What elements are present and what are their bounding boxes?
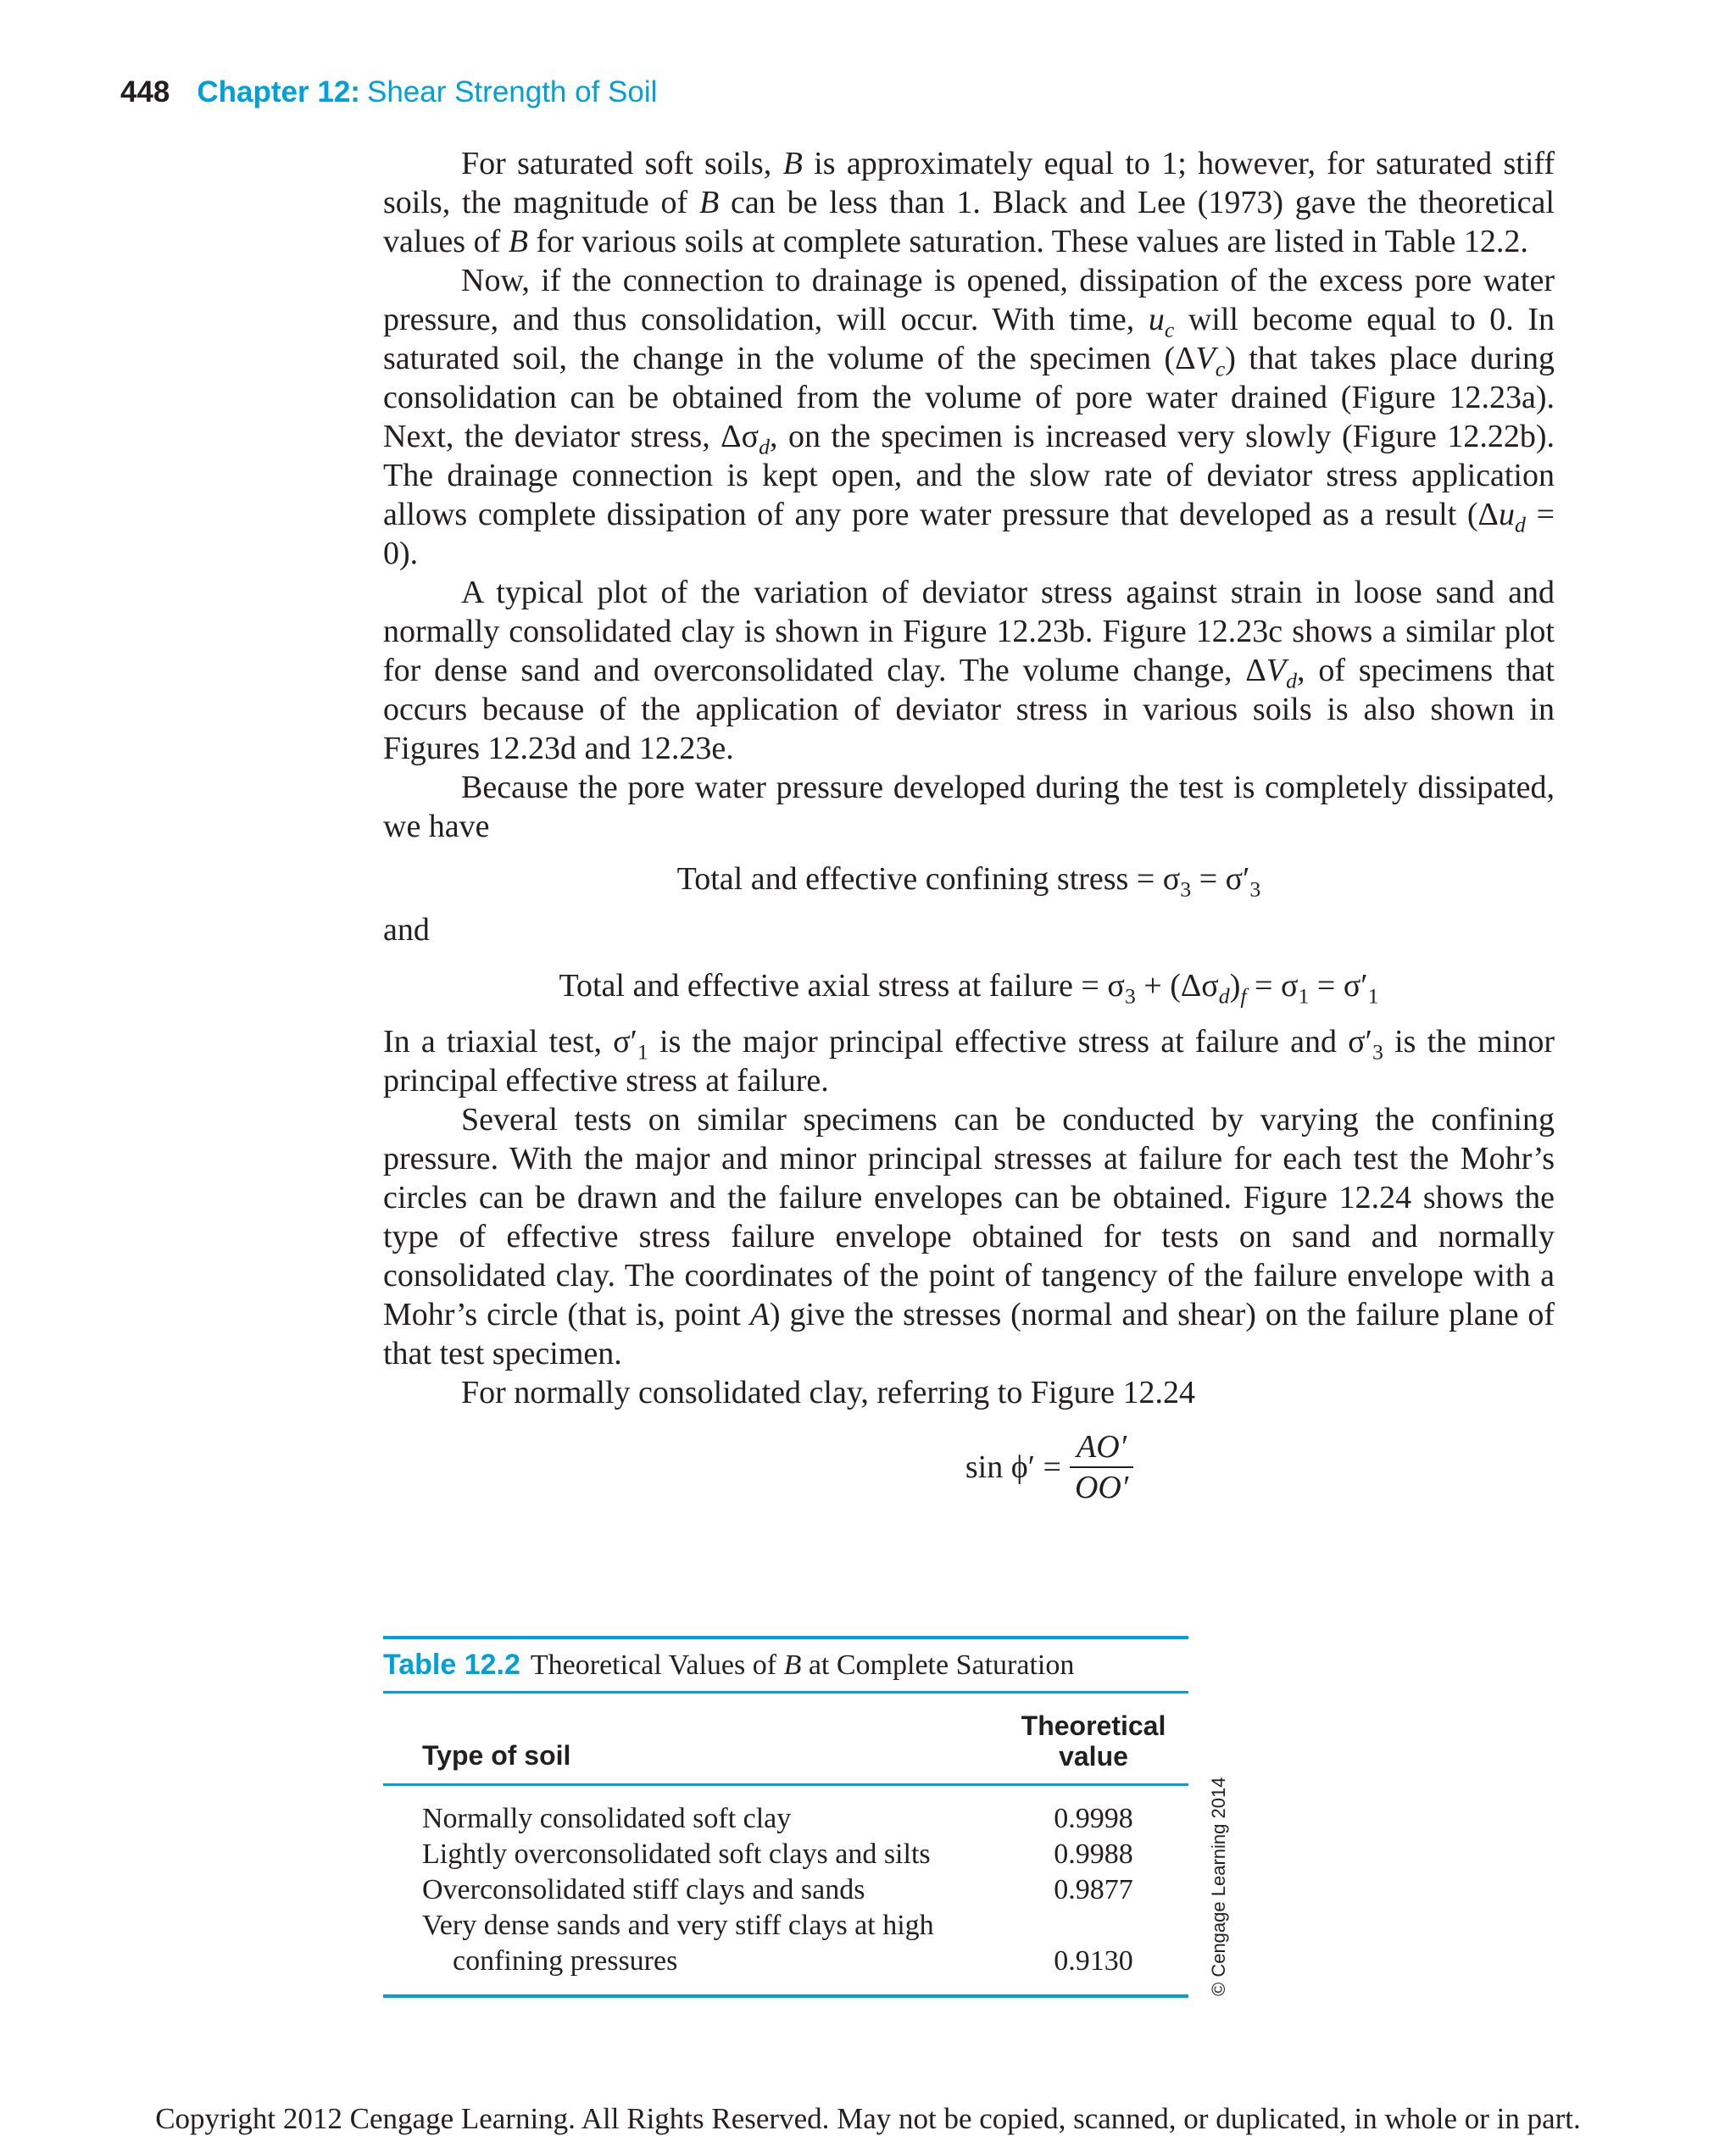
table-bottom-rule	[383, 1994, 1188, 1998]
paragraph-2: Now, if the connection to drainage is opened, dissipation of the excess pore water pressure, and thus consolidation, will occur. With time, $u_c$ will become equal to 0. In saturated soil, the change in the volume of the specimen $(\Delta V_c)$ that takes place during consolidation can be obtained from the volume of pore water drained (Figure 12.23a). Next, the deviator stress, $\Delta\sigma_d$, on the specimen is increased very slowly (Figure 12.22b). The drainage connection is kept open, and the slow rate of deviator stress application allows complete dissipation of any pore water pressure that developed as a result $(\Delta u_d = 0)$.	[383, 263, 1555, 571]
equation-confining-stress: Total and effective confining stress = $\sigma_3 = \sigma'_3$	[676, 861, 1261, 902]
connector-and: and	[383, 912, 430, 948]
table-caption: Table 12.2 Theoretical Values of B at Complete Saturation	[383, 1649, 1075, 1681]
table-row: Lightly overconsolidated soft clays and silts 0.9988	[422, 1838, 1133, 1870]
table-row: Normally consolidated soft clay 0.9998	[422, 1803, 1133, 1834]
fraction-numerator: AO′	[1070, 1427, 1133, 1468]
paragraph-6: Several tests on similar specimens can be conducted by varying the confining pressure. With the major and minor principal stresses at failure for each test the Mohr’s circles can be drawn and the failure envelopes can be obtained. Figure 12.24 shows the type of effective stress failure envelope obtained for tests on sand and normally consolidated clay. The coordinates of the point of tangency of the failure envelope with a Mohr’s circle (that is, point A) give the stresses (normal and shear) on the failure plane of that test specimen.	[383, 1102, 1555, 1371]
paragraph-5: In a triaxial test, $\sigma'_1$ is the major principal effective stress at failure and $\sigma'_3$ is the minor principal effective stress at failure.	[383, 1024, 1555, 1099]
column-header-value: Theoretical value	[1021, 1710, 1166, 1772]
table-row: Very dense sands and very stiff clays at high confining pressures 0.9130	[422, 1910, 1133, 1977]
equation-axial-stress: Total and effective axial stress at failure = $\sigma_3 + (\Delta\sigma_d)_f = \sigma_1 = \sigma'_1$	[559, 968, 1379, 1009]
fraction-denominator: OO′	[1074, 1470, 1129, 1505]
paragraph-3: A typical plot of the variation of deviator stress against strain in loose sand and normally consolidated clay is shown in Figure 12.23b. Figure 12.23c shows a similar plot for dense sand and overconsolidated clay. The volume change, $\Delta V_d$, of specimens that occurs because of the application of deviator stress in various soils is also shown in Figures 12.23d and 12.23e.	[383, 575, 1555, 766]
table-label: Table 12.2	[383, 1649, 520, 1681]
equation-sin-phi: sin ϕ′ = $\frac{AO'}{OO'}$	[383, 1427, 1555, 1507]
chapter-title: Shear Strength of Soil	[366, 75, 658, 108]
copyright-footer: Copyright 2012 Cengage Learning. All Rights Reserved. May not be copied, scanned, or duplicated, in whole or in part.	[155, 2102, 1581, 2135]
column-header-type: Type of soil	[422, 1740, 571, 1771]
table-12-2	[383, 1636, 1188, 1998]
running-header	[120, 71, 657, 114]
body-text	[383, 144, 1555, 1507]
paragraph-1: For saturated soft soils, B is approximately equal to 1; however, for saturated stiff soils, the magnitude of B can be less than 1. Black and Lee (1973) gave the theoretical values of B for various soils at complete saturation. These values are listed in Table 12.2.	[383, 146, 1555, 259]
image-credit: © Cengage Learning 2014	[1208, 1777, 1229, 1996]
paragraph-4: Because the pore water pressure developed during the test is completely dissipated, we have	[383, 770, 1555, 844]
paragraph-7: For normally consolidated clay, referring to Figure 12.24	[461, 1375, 1196, 1410]
page-number: 448	[120, 75, 170, 108]
table-row: Overconsolidated stiff clays and sands 0.9877	[422, 1874, 1133, 1905]
table-body	[383, 1786, 1188, 1994]
chapter-label: Chapter 12:	[197, 75, 360, 108]
table-header	[383, 1694, 1188, 1783]
